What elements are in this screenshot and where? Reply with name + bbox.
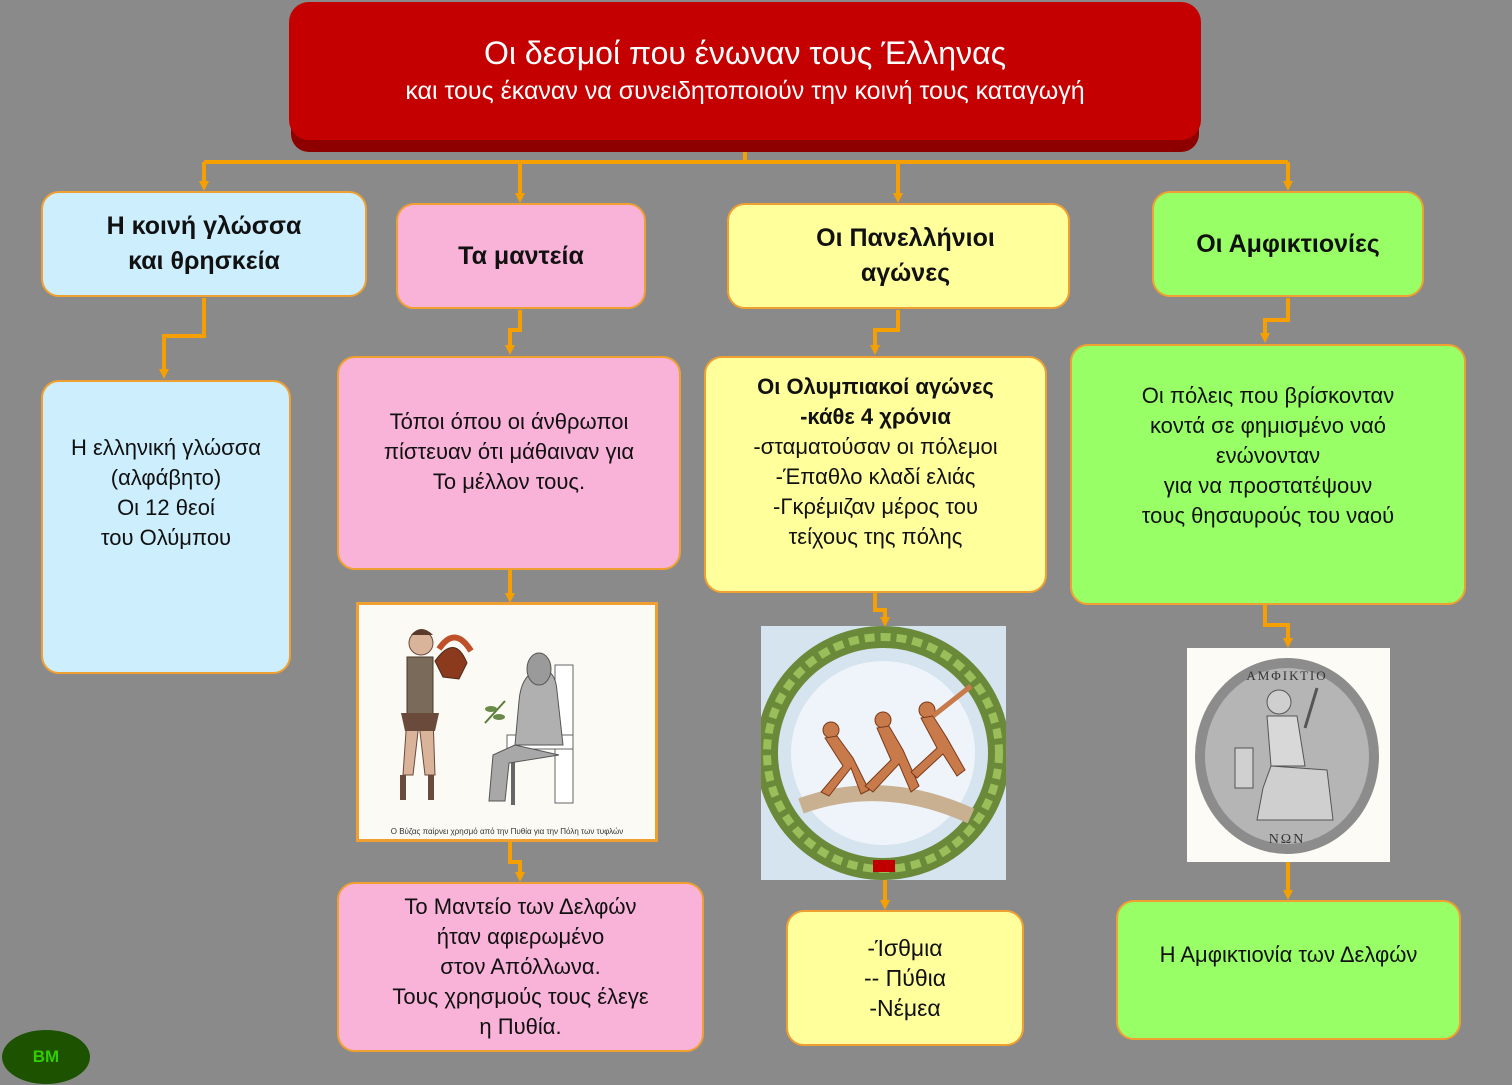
coin-inscription-bottom: ΝΩΝ (1268, 832, 1306, 847)
olympic-runners-illustration (761, 626, 1006, 880)
header-panhellenic-games: Οι Πανελλήνιοι αγώνες (727, 203, 1070, 309)
detail-amphictyonies: Οι πόλεις που βρίσκονταν κοντά σε φημισμένο ναό ενώνονταν για να προστατέψουν τους θησαυρούς του ναού (1070, 344, 1466, 605)
oracle-image-caption: Ο Βύζας παίρνει χρησμό από την Πυθία για την Πόλη των τυφλών (390, 827, 624, 836)
olympic-runners-image (761, 626, 1006, 880)
oracle-drawing-illustration (359, 605, 655, 839)
detail-oracles: Τόποι όπου οι άνθρωποι πίστευαν ότι μάθαιναν για Το μέλλον τους. (337, 356, 681, 570)
final-delphi-oracle: Το Μαντείο των Δελφών ήταν αφιερωμένο στον Απόλλωνα. Τους χρησμούς τους έλεγε η Πυθία. (337, 882, 704, 1052)
header-oracles: Τα μαντεία (396, 203, 646, 309)
title-line-2: και τους έκαναν να συνειδητοποιούν την κοινή τους καταγωγή (405, 77, 1085, 105)
diagram-title (289, 2, 1201, 140)
oracle-drawing-image (356, 602, 658, 842)
header-common-language-religion: Η κοινή γλώσσα και θρησκεία (41, 191, 367, 297)
title-line-1: Οι δεσμοί που ένωναν τους Έλληνας (483, 35, 1006, 71)
detail-greek-language-gods: Η ελληνική γλώσσα (αλφάβητο) Οι 12 θεοί του Ολύμπου (41, 380, 291, 674)
amphictyonic-coin-illustration (1187, 648, 1390, 862)
header-amphictyonies: Οι Αμφικτιονίες (1152, 191, 1424, 297)
final-other-games: -Ίσθμια -- Πύθια -Νέμεα (786, 910, 1024, 1046)
olympic-games-title: Οι Ολυμπιακοί αγώνες -κάθε 4 χρόνια (757, 374, 994, 429)
olympic-games-facts: -σταματούσαν οι πόλεμοι -Έπαθλο κλαδί ελιάς -Γκρέμιζαν μέρος του τείχους της πόλης (753, 434, 998, 549)
detail-olympic-games (704, 356, 1047, 593)
final-delphi-amphictyony: Η Αμφικτιονία των Δελφών (1116, 900, 1461, 1040)
amphictyonic-coin-image (1187, 648, 1390, 862)
author-badge: BM (2, 1030, 90, 1084)
coin-inscription-top: ΑΜΦΙΚΤΙΟ (1246, 668, 1328, 683)
